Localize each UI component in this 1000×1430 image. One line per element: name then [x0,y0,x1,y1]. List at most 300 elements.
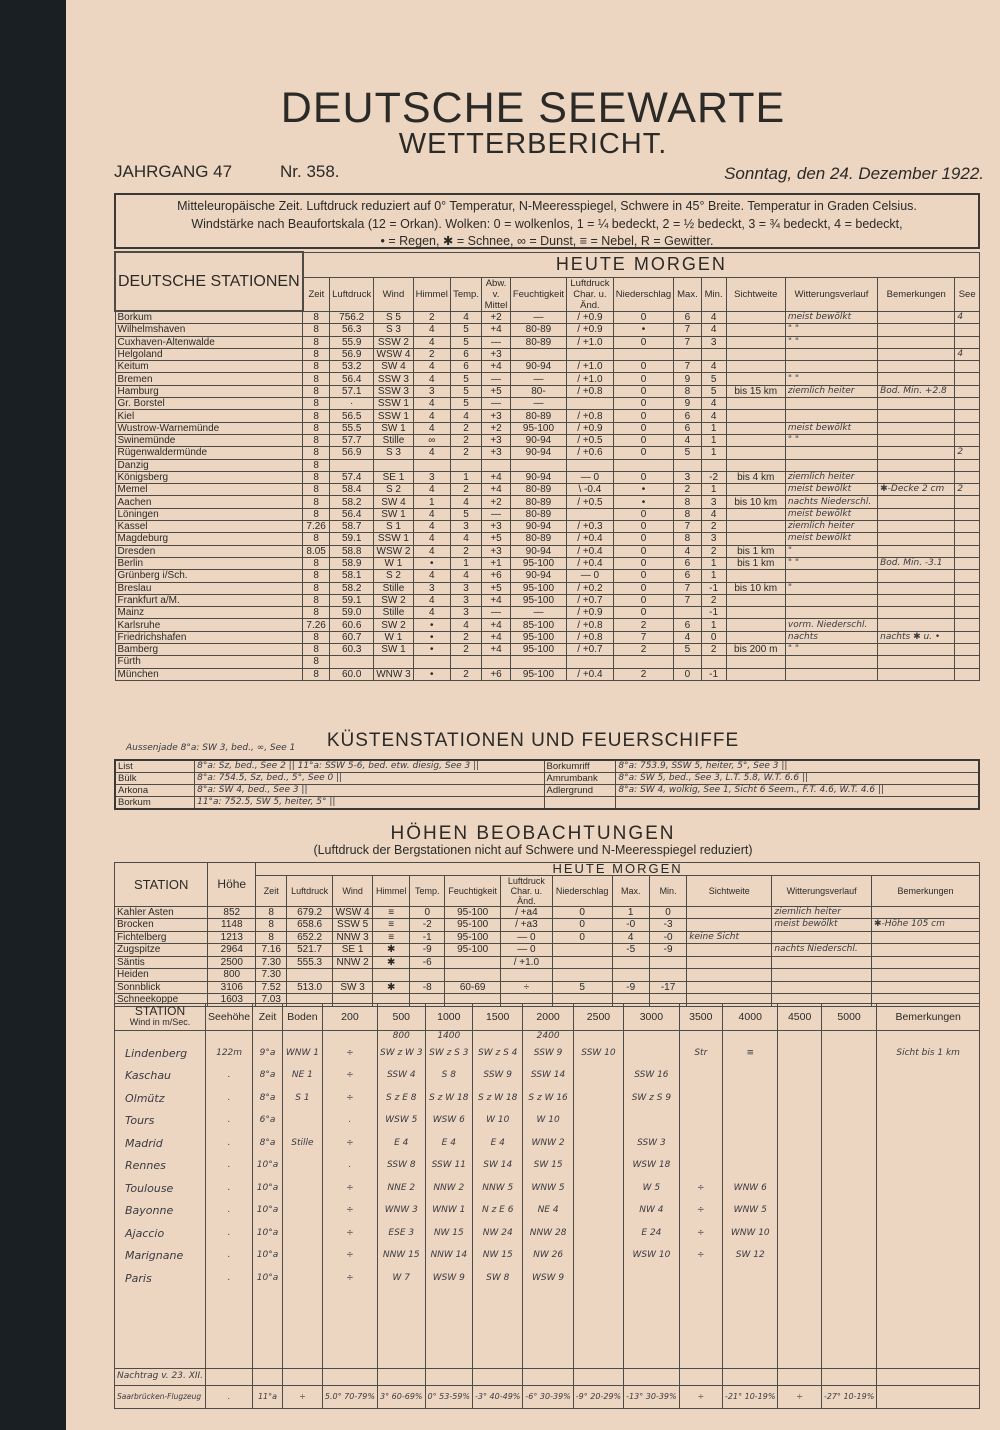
table-cell: SW z S 9 [624,1087,679,1110]
table-cell [723,1368,778,1385]
table-cell: 4 [413,324,450,336]
table-cell: +4 [482,619,511,631]
table-cell: 0 [613,570,673,582]
table-cell [679,1132,722,1155]
table-cell [785,398,877,410]
table-cell [772,931,872,944]
page-title: DEUTSCHE SEEWARTE [280,84,786,132]
table-cell: N z E 6 [473,1200,523,1223]
table-cell [373,969,410,982]
table-cell [726,311,785,324]
table-cell [687,906,772,919]
table-cell: 2 [955,447,980,459]
table-cell: 60.0 [330,668,374,680]
station-name: Kaschau [115,1065,206,1088]
table-cell: ÷ [322,1200,377,1223]
station-name: Saarbrücken-Flugzeug [115,1385,206,1408]
table-cell: — [482,336,511,348]
table-cell [778,1087,821,1110]
table-cell: 8 [303,434,330,446]
table-cell [282,1267,322,1290]
table-cell [425,1368,472,1385]
table-cell [726,434,785,446]
hoehe-header: Höhe [208,863,256,907]
table-cell: 3 [701,533,726,545]
table-cell: nachts [785,631,877,643]
table-cell: / +0.6 [567,447,614,459]
table-cell [723,1031,778,1043]
table-cell: ÷ [322,1042,377,1065]
table-cell [778,1290,821,1369]
table-cell [330,459,374,471]
table-cell: — [510,311,566,324]
table-cell: SW 8 [473,1267,523,1290]
column-header: Bemerkungen [877,1004,980,1031]
table-cell [567,459,614,471]
table-cell: — [482,607,511,619]
station-name: Amrumbank [544,773,616,785]
table-cell [778,1065,821,1088]
table-cell: ≡ [723,1042,778,1065]
table-cell: -9° 20-29% [573,1385,623,1408]
table-cell: / +0.5 [567,496,614,508]
table-cell [726,398,785,410]
table-cell [500,969,552,982]
table-cell [878,348,955,360]
table-cell: -1 [701,607,726,619]
table-cell: -9 [649,944,686,957]
column-header: Zeit [256,875,287,906]
table-cell [723,1290,778,1369]
table-cell [955,324,980,336]
table-cell: 8 [303,348,330,360]
table-cell: • [413,557,450,569]
table-cell [679,1368,722,1385]
table-cell [878,373,955,385]
table-cell: SW 2 [374,594,413,606]
table-cell: 4 [450,570,481,582]
table-cell [573,1110,623,1133]
table-cell: 4 [955,348,980,360]
table-cell: 80-89 [510,533,566,545]
table-cell: 0 [410,906,445,919]
table-cell: 57.1 [330,385,374,397]
table-cell: 6 [674,410,701,422]
table-cell: SE 1 [332,944,372,957]
table-cell [878,668,955,680]
table-cell [687,969,772,982]
table-cell [567,398,614,410]
table-cell [821,1245,876,1268]
table-cell [772,969,872,982]
table-row [115,969,980,982]
table-cell: 5 [701,373,726,385]
table-cell [877,1087,980,1110]
coastal-report: 8°a: SW 4, bed., See 3 || [195,785,544,797]
table-cell [877,1065,980,1088]
table-cell [821,1042,876,1065]
hoehen-title: HÖHEN BEOBACHTUNGEN [390,823,676,844]
table-cell [552,956,612,969]
table-cell: meist bewölkt [785,508,877,520]
table-cell: 1 [701,447,726,459]
table-cell [877,1385,980,1408]
table-cell: 80-89 [510,496,566,508]
table-cell [679,1267,722,1290]
table-cell: 95-100 [510,422,566,434]
table-cell: SSW 8 [378,1155,426,1178]
table-cell: — [482,398,511,410]
table-cell: . [206,1222,253,1245]
table-cell: +3 [482,521,511,533]
table-cell: SSW 3 [374,373,413,385]
table-cell: WNW 1 [282,1042,322,1065]
table-cell: 10°a [253,1177,283,1200]
table-cell [567,508,614,520]
table-cell: ÷ [322,1222,377,1245]
station-name: Friedrichshafen [115,631,303,643]
table-row [115,760,979,773]
table-cell: 6 [674,619,701,631]
table-cell: +4 [482,594,511,606]
table-cell: 3 [450,582,481,594]
table-cell [878,521,955,533]
table-cell: 58.1 [330,570,374,582]
legend-line: • = Regen, ✱ = Schnee, ∞ = Dunst, ≡ = Nebel, R = Gewitter. [380,234,714,248]
station-name: Schneekoppe [115,994,208,1007]
table-cell [701,459,726,471]
table-cell: -27° 10-19% [821,1385,876,1408]
table-cell [878,607,955,619]
table-row [115,919,980,932]
table-cell [679,1031,722,1043]
table-cell: " [785,545,877,557]
table-cell: -8 [410,981,445,994]
table-cell: S 5 [374,311,413,324]
table-cell: 7 [613,631,673,643]
table-cell: 4 [701,398,726,410]
table-cell: nachts Niederschl. [785,496,877,508]
table-cell: / +1.0 [567,373,614,385]
table-cell: Str [679,1042,722,1065]
table-cell: +2 [482,422,511,434]
table-cell: ziemlich heiter [785,471,877,483]
table-cell: ÷ [322,1245,377,1268]
table-cell: / +a3 [500,919,552,932]
column-header: Witterungsverlauf [785,277,877,311]
table-cell: 2 [450,668,481,680]
table-cell: -9 [410,944,445,957]
table-cell [821,1110,876,1133]
table-row [115,557,980,569]
table-cell [726,607,785,619]
table-cell: WSW 5 [378,1110,426,1133]
table-cell [821,1087,876,1110]
table-cell: / +0.2 [567,582,614,594]
table-cell: ≡ [373,919,410,932]
table-cell [723,1065,778,1088]
table-cell: ÷ [679,1222,722,1245]
table-cell: 8 [303,557,330,569]
heute-morgen-header: HEUTE MORGEN [303,252,980,277]
table-cell: " " [785,434,877,446]
table-cell [413,459,450,471]
column-header: Seehöhe [206,1004,253,1031]
table-cell [726,422,785,434]
table-cell: 56.9 [330,348,374,360]
table-cell: • [613,484,673,496]
table-cell [723,1110,778,1133]
table-cell: 5 [674,644,701,656]
table-cell: / +0.4 [567,533,614,545]
table-cell: SW 4 [374,361,413,373]
table-cell: 8°a [253,1087,283,1110]
table-cell: 8 [256,906,287,919]
table-cell: -3° 40-49% [473,1385,523,1408]
table-cell [785,570,877,582]
table-cell: E 4 [425,1132,472,1155]
table-cell: 4 [413,570,450,582]
table-cell [687,956,772,969]
station-name: Magdeburg [115,533,303,545]
table-cell [723,1267,778,1290]
table-cell: — 0 [500,931,552,944]
column-header: Luftdruck [330,277,374,311]
table-cell: S 3 [374,447,413,459]
coastal-report: 8°a: SW 4, wolkig, See 1, Sicht 6 Seem., F.T. 4.6, W.T. 4.6 || [616,785,979,797]
table-cell [573,1177,623,1200]
coastal-report: 8°a: 753.9, SSW 5, heiter, 5°, See 3 || [616,760,979,773]
table-cell: 4 [450,311,481,324]
table-cell [878,594,955,606]
table-cell: vorm. Niederschl. [785,619,877,631]
table-cell: +5 [482,582,511,594]
table-cell: 8 [303,361,330,373]
table-cell [772,981,872,994]
table-cell: / +0.3 [567,521,614,533]
table-cell [955,361,980,373]
table-cell: . [206,1132,253,1155]
table-cell: 4 [413,594,450,606]
table-cell: SSW 9 [473,1065,523,1088]
table-row [115,373,980,385]
column-header: 1500 [473,1004,523,1031]
station-name: Kahler Asten [115,906,208,919]
column-header: Wind [332,875,372,906]
table-cell: 0 [701,631,726,643]
table-cell: +4 [482,644,511,656]
stations-corner: DEUTSCHE STATIONEN [115,252,303,311]
table-cell [573,1200,623,1223]
table-cell: 7 [674,361,701,373]
column-header: 3000 [624,1004,679,1031]
table-cell: SW 1 [374,422,413,434]
station-name: Aachen [115,496,303,508]
table-cell [878,582,955,594]
table-cell [723,1132,778,1155]
table-cell: WNW 10 [723,1222,778,1245]
table-cell: 2964 [208,944,256,957]
table-cell: 4 [701,361,726,373]
station-name: Bamberg [115,644,303,656]
table-cell: 652.2 [287,931,333,944]
table-cell: -1 [701,668,726,680]
table-cell [282,1245,322,1268]
table-cell: 7 [674,324,701,336]
table-cell: 5 [450,508,481,520]
station-name: Hamburg [115,385,303,397]
table-row [115,484,980,496]
table-cell: +3 [482,348,511,360]
column-header: Min. [649,875,686,906]
table-cell: 6 [674,311,701,324]
table-cell: 56.9 [330,447,374,459]
table-cell: 95-100 [445,919,501,932]
table-cell: SSW 10 [573,1042,623,1065]
table-cell: Stille [374,607,413,619]
table-row [115,508,980,520]
coastal-report: 8°a: SW 5, bed., See 3, L.T. 5.8, W.T. 6.6 || [616,773,979,785]
table-cell: 4 [450,619,481,631]
volume-label: JAHRGANG 47 [114,162,233,181]
table-cell [378,1290,426,1369]
table-cell [206,1290,253,1369]
column-header: Feuchtigkeit [510,277,566,311]
table-cell: 2 [450,644,481,656]
table-cell: SSW 3 [374,385,413,397]
table-cell: / +1.0 [567,361,614,373]
column-header: Zeit [303,277,330,311]
table-cell: 7.52 [256,981,287,994]
table-cell [649,956,686,969]
table-cell [374,459,413,471]
table-cell [287,969,333,982]
table-cell: keine Sicht [687,931,772,944]
table-cell [206,1031,253,1043]
table-cell: 8 [303,594,330,606]
table-cell [687,981,772,994]
table-cell [878,533,955,545]
table-cell [332,969,372,982]
table-cell [573,1132,623,1155]
table-cell: 60.6 [330,619,374,631]
coastal-report: 11°a: 752.5, SW 5, heiter, 5° || [195,797,544,810]
table-cell [679,1110,722,1133]
table-cell: 7.30 [256,969,287,982]
table-cell: • [413,631,450,643]
table-cell [726,410,785,422]
table-cell: -13° 30-39% [624,1385,679,1408]
station-name: Rügenwaldermünde [115,447,303,459]
table-row [115,570,980,582]
table-cell [552,969,612,982]
table-cell: 4 [413,521,450,533]
table-cell [723,1087,778,1110]
table-cell [955,336,980,348]
column-header: 2000 [523,1004,573,1031]
table-row [115,944,980,957]
table-cell: ✱ [373,981,410,994]
table-cell [778,1200,821,1223]
table-cell: WSW 9 [425,1267,472,1290]
table-cell [573,1065,623,1088]
table-row [115,582,980,594]
table-row [115,496,980,508]
station-name: Kiel [115,410,303,422]
table-cell [955,570,980,582]
table-cell [778,1245,821,1268]
table-cell: • [413,644,450,656]
table-cell [413,656,450,668]
table-cell: 756.2 [330,311,374,324]
table-row [115,434,980,446]
table-cell [821,1290,876,1369]
station-name: Fürth [115,656,303,668]
table-cell: +3 [482,434,511,446]
table-cell [871,956,979,969]
table-cell: . [206,1385,253,1408]
table-row [115,410,980,422]
table-cell: nachts Niederschl. [772,944,872,957]
table-cell: ≡ [373,906,410,919]
table-cell: NW 24 [473,1222,523,1245]
table-cell: 2 [613,668,673,680]
table-cell: -0 [649,931,686,944]
table-cell [878,508,955,520]
table-cell: 2 [613,619,673,631]
station-name: Marignane [115,1245,206,1268]
wind-corner-sub: Wind in m/Sec. [129,1017,191,1027]
table-cell: W 10 [473,1110,523,1133]
table-cell: bis 200 m [726,644,785,656]
table-cell [877,1200,980,1223]
table-cell [679,1065,722,1088]
table-cell: 0 [613,533,673,545]
station-name: Bayonne [115,1200,206,1223]
table-cell: +5 [482,533,511,545]
table-cell: 10°a [253,1245,283,1268]
table-cell: 6 [674,422,701,434]
table-cell: 60-69 [445,981,501,994]
table-cell: 85-100 [510,619,566,631]
table-cell: 58.2 [330,582,374,594]
table-cell: \ -0.4 [567,484,614,496]
table-cell: 8 [303,459,330,471]
column-header: 3500 [679,1004,722,1031]
table-cell: 2 [413,311,450,324]
aussenjade-note: Aussenjade 8°a: SW 3, bed., ∞, See 1 [126,743,296,753]
table-cell: 4 [701,410,726,422]
table-cell [955,557,980,569]
table-cell: 3 [701,336,726,348]
table-row [115,311,980,324]
table-cell: / +0.8 [567,631,614,643]
table-cell [955,385,980,397]
station-name: Bülk [115,773,195,785]
table-cell [282,1290,322,1369]
table-cell: meist bewölkt [772,919,872,932]
table-cell: 1 [450,471,481,483]
table-cell: 0 [613,471,673,483]
table-cell: 1213 [208,931,256,944]
table-cell [955,545,980,557]
table-cell: " " [785,336,877,348]
table-cell: 5 [674,447,701,459]
table-cell [445,956,501,969]
table-cell [473,1368,523,1385]
legend-line: Mitteleuropäische Zeit. Luftdruck reduziert auf 0° Temperatur, N-Meeresspiegel, Schwere in 45° Breite. Temperatur in Graden Celsius. [177,199,917,213]
table-cell: 0 [613,545,673,557]
